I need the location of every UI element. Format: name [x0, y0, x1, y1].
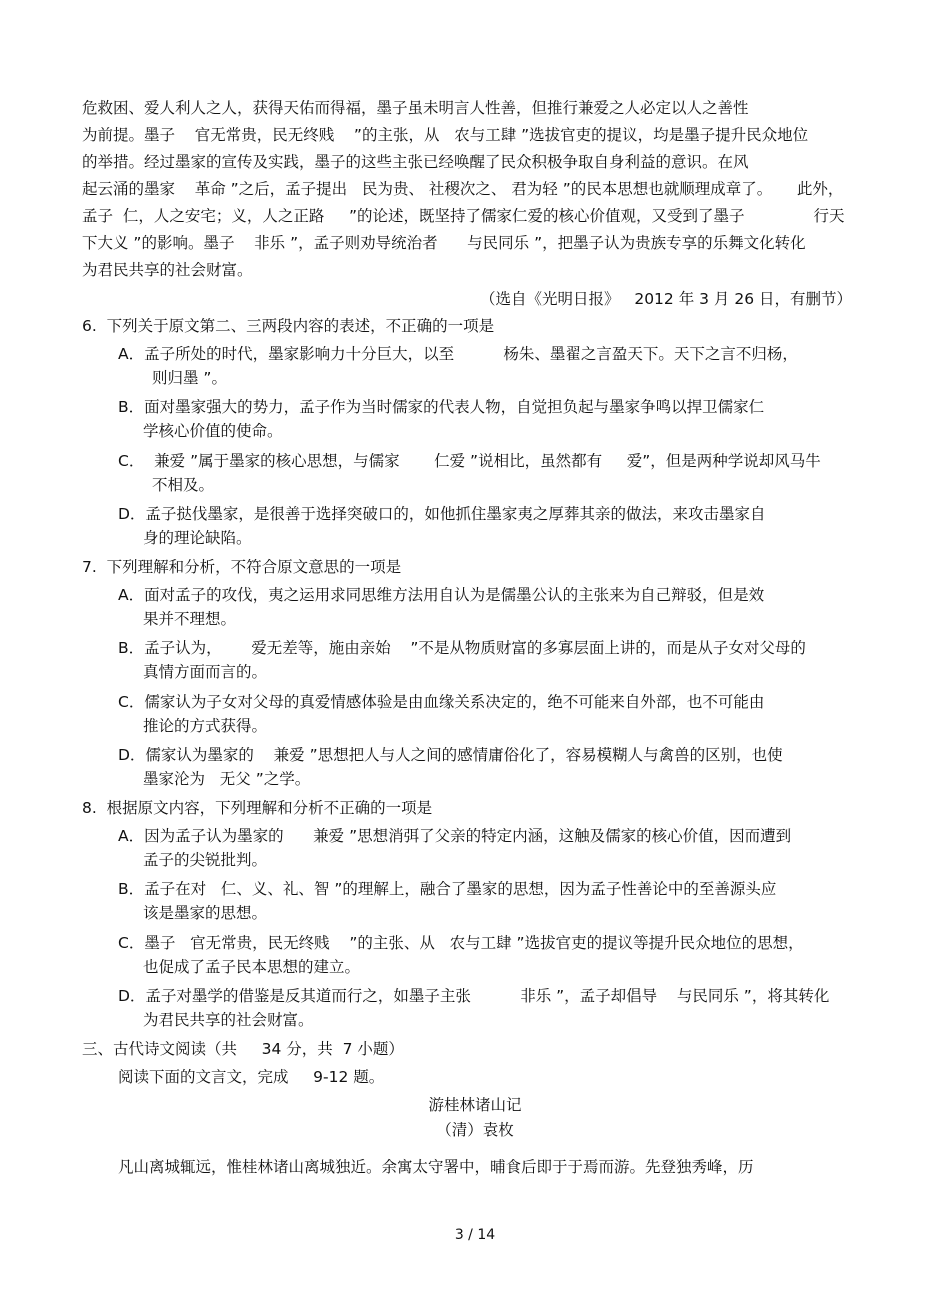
passage-line: 为君民共享的社会财富。: [82, 261, 253, 279]
q7-option-b: B．孟子认为， 爱无差等，施由亲始 ”不是从物质财富的多寡层面上讲的，而是从子女对父母的: [118, 639, 806, 657]
q6-option-a-cont: 则归墨 ”。: [152, 369, 227, 387]
passage-line: 孟子 仁，人之安宅；义，人之正路 ”的论述，既坚持了儒家仁爱的核心价值观，又受到了墨子 行天: [82, 207, 845, 225]
q7-option-d-cont: 墨家沦为 无父 ”之学。: [143, 770, 311, 788]
page-number: 3 / 14: [454, 1227, 496, 1243]
question-6-stem: 6. 下列关于原文第二、三两段内容的表述，不正确的一项是: [82, 317, 495, 335]
q7-option-a-cont: 果并不理想。: [143, 610, 237, 628]
section-heading: 三、古代诗文阅读（共 34 分，共 7 小题）: [82, 1040, 404, 1058]
passage-line: 下大义 ”的影响。墨子 非乐 ”，孟子则劝导统治者 与民同乐 ”，把墨子认为贵族专享的乐舞文化转化: [82, 234, 806, 252]
q8-option-b: B．孟子在对 仁、义、礼、智 ”的理解上，融合了墨家的思想，因为孟子性善论中的至善源头应: [118, 880, 777, 898]
q7-option-b-cont: 真情方面而言的。: [143, 663, 268, 681]
q6-option-a: A．孟子所处的时代，墨家影响力十分巨大，以至 杨朱、墨翟之言盈天下。天下之言不归杨，: [118, 345, 798, 363]
question-8-stem: 8. 根据原文内容，下列理解和分析不正确的一项是: [82, 799, 433, 817]
q7-option-a: A．面对孟子的攻伐，夷之运用求同思维方法用自认为是儒墨公认的主张来为自己辩驳，但是效: [118, 586, 765, 604]
q7-option-c: C．儒家认为子女对父母的真爱情感体验是由血缘关系决定的，绝不可能来自外部，也不可能由: [118, 693, 765, 711]
passage-line: 为前提。墨子 官无常贵，民无终贱 ”的主张，从 农与工肆 ”选拔官吏的提议，均是墨子提升民众地位: [82, 126, 809, 144]
q8-option-c-cont: 也促成了孟子民本思想的建立。: [143, 958, 361, 976]
q6-option-b-cont: 学核心价值的使命。: [143, 422, 283, 440]
q8-option-d: D．孟子对墨学的借鉴是反其道而行之，如墨子主张 非乐 ”，孟子却倡导 与民同乐 ”，将其转化: [118, 987, 830, 1005]
q6-option-d-cont: 身的理论缺陷。: [143, 529, 252, 547]
source-citation: （选自《光明日报》 2012 年 3 月 26 日，有删节）: [480, 290, 852, 308]
q6-option-c: C． 兼爱 ”属于墨家的核心思想，与儒家 仁爱 ”说相比，虽然都有 爱”，但是两种学说却风马牛: [118, 452, 821, 470]
q7-option-c-cont: 推论的方式获得。: [143, 717, 268, 735]
passage-line: 起云涌的墨家 革命 ”之后，孟子提出 民为贵、 社稷次之、 君为轻 ”的民本思想也就顺理成章了。 此外，: [82, 180, 844, 198]
section-instruction: 阅读下面的文言文，完成 9-12 题。: [118, 1068, 385, 1086]
q8-option-d-cont: 为君民共享的社会财富。: [143, 1011, 314, 1029]
q6-option-b: B．面对墨家强大的势力，孟子作为当时儒家的代表人物，自觉担负起与墨家争鸣以捍卫儒家仁: [118, 398, 765, 416]
q8-option-c: C．墨子 官无常贵，民无终贱 ”的主张、从 农与工肆 ”选拔官吏的提议等提升民众地位的思想，: [118, 934, 804, 952]
q8-option-a-cont: 孟子的尖锐批判。: [143, 851, 268, 869]
q8-option-b-cont: 该是墨家的思想。: [143, 904, 268, 922]
poem-title: 游桂林诸山记: [428, 1096, 522, 1114]
q6-option-c-cont: 不相及。: [152, 476, 215, 494]
passage-line: 危救困、爱人利人之人，获得天佑而得福，墨子虽未明言人性善，但推行兼爱之人必定以人之善性: [82, 99, 749, 117]
poem-author: （清）袁枚: [436, 1121, 514, 1139]
q6-option-d: D．孟子挞伐墨家，是很善于选择突破口的，如他抓住墨家夷之厚葬其亲的做法，来攻击墨家自: [118, 505, 766, 523]
q7-option-d: D．儒家认为墨家的 兼爱 ”思想把人与人之间的感情庸俗化了，容易模糊人与禽兽的区别，也使: [118, 746, 783, 764]
passage-line: 的举措。经过墨家的宣传及实践，墨子的这些主张已经唤醒了民众积极争取自身利益的意识。在风: [82, 153, 749, 171]
question-7-stem: 7. 下列理解和分析，不符合原文意思的一项是: [82, 558, 402, 576]
q8-option-a: A．因为孟子认为墨家的 兼爱 ”思想消弭了父亲的特定内涵，这触及儒家的核心价值，因而遭到: [118, 827, 792, 845]
classical-text-line: 凡山离城辄远，惟桂林诸山离城独近。余寓太守署中，晡食后即于于焉而游。先登独秀峰，历: [118, 1158, 754, 1176]
